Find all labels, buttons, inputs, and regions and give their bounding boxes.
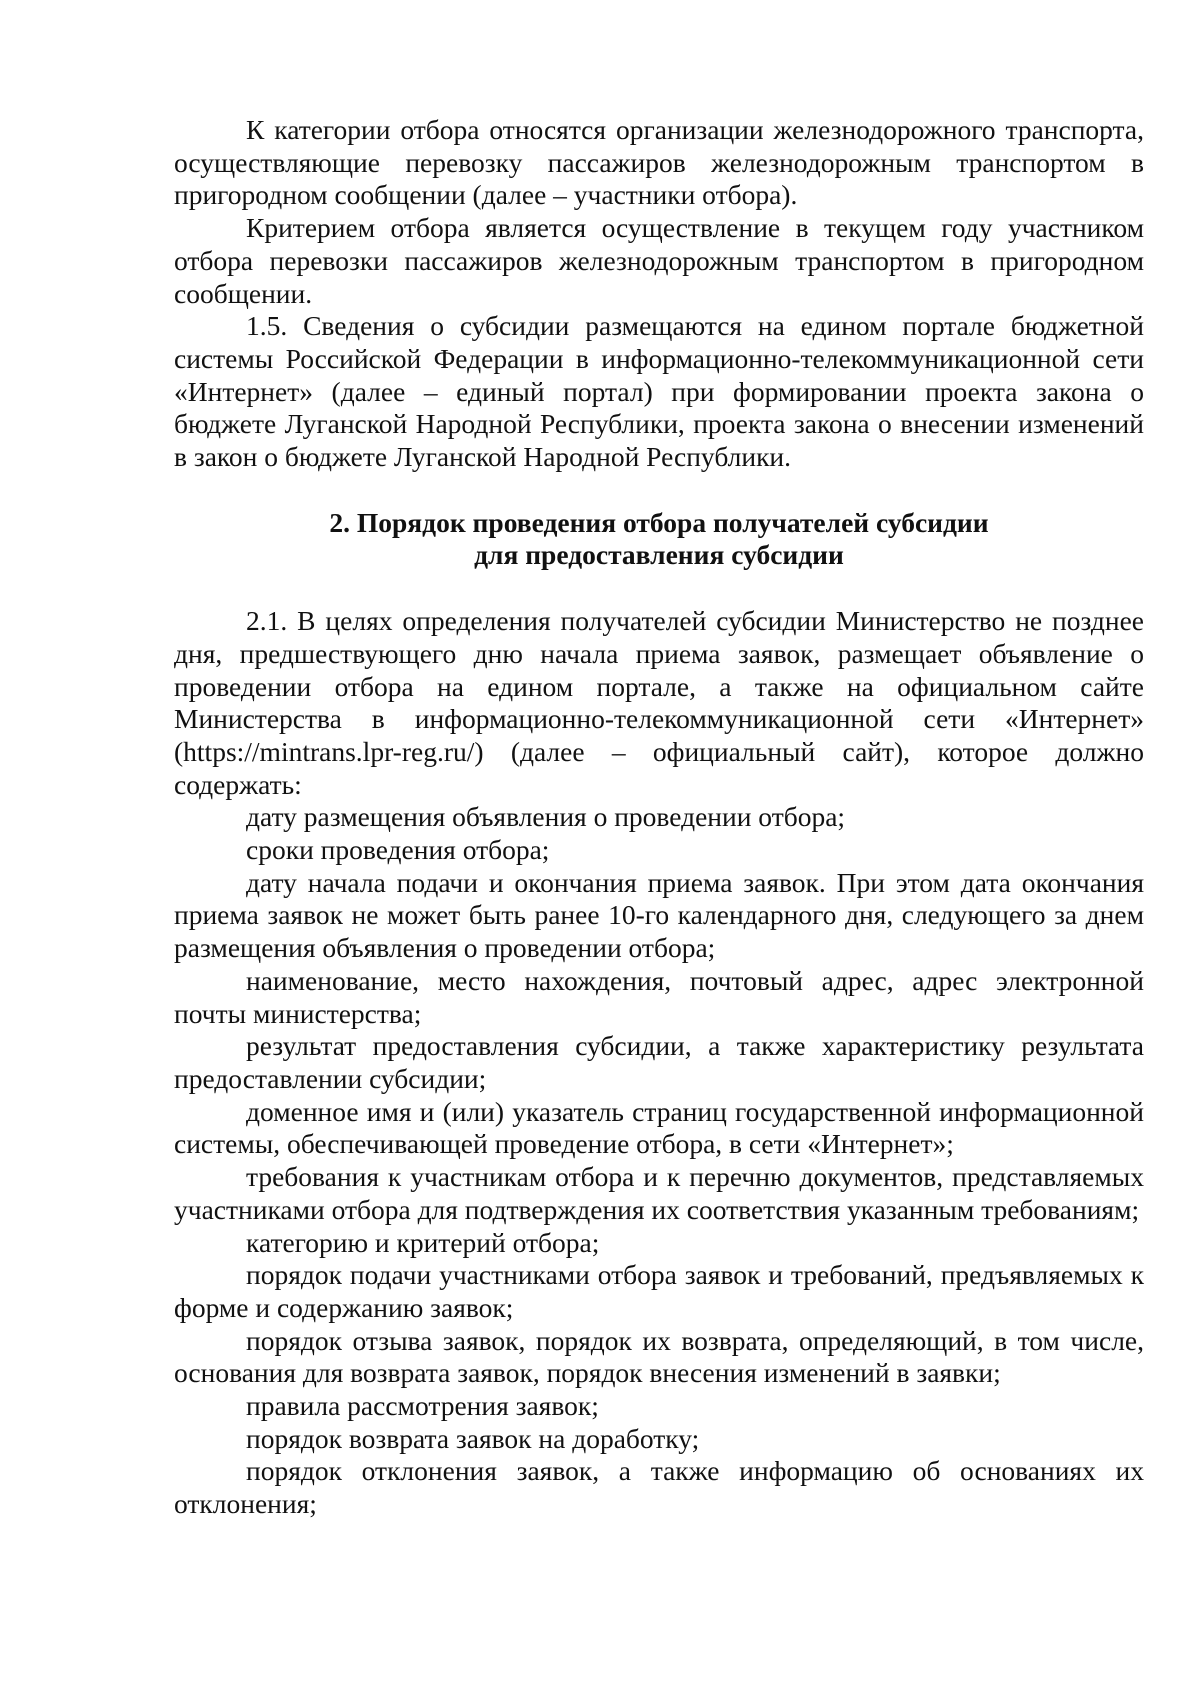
list-item-selection-terms: сроки проведения отбора; [246,834,550,866]
paragraph-2-1-announcement: 2.1. В целях определения получателей субсидии Министерство не позднее дня, предшествующего дню начала приема заявок, размещает объявление о проведении отбора на едином портале, а также на официальном сайте Министерства в информационно-телекоммуникационной сети «Интернет» (https://mintrans.lpr-reg.ru/) (далее – официальный сайт), которое должно содержать: [174,605,1144,800]
list-item-review-rules: правила рассмотрения заявок; [246,1390,599,1422]
list-item-domain-name: доменное имя и (или) указатель страниц государственной информационной системы, обеспечивающей проведение отбора, в сети «Интернет»; [174,1095,1144,1160]
section-2-heading-line-2: для предоставления субсидии [474,539,844,571]
list-item-rejection-procedure: порядок отклонения заявок, а также информацию об основаниях их отклонения; [174,1455,1144,1520]
document-page [174,114,1144,1521]
paragraph-selection-criterion: Критерием отбора является осуществление в текущем году участником отбора перевозки пассажиров железнодорожным транспортом в пригородном сообщении. [174,212,1144,309]
section-2-heading-line-1: 2. Порядок проведения отбора получателей субсидии [329,506,989,538]
list-item-category-criterion: категорию и критерий отбора; [246,1226,600,1258]
list-item-publication-date: дату размещения объявления о проведении отбора; [246,801,846,833]
list-item-return-for-revision: порядок возврата заявок на доработку; [246,1422,700,1454]
list-item-submission-procedure: порядок подачи участниками отбора заявок и требований, предъявляемых к форме и содержанию заявок; [174,1259,1144,1323]
paragraph-1-5-subsidy-info: 1.5. Сведения о субсидии размещаются на едином портале бюджетной системы Российской Федерации в информационно-телекоммуникационной сети «Интернет» (далее – единый портал) при формировании проекта закона о бюджете Луганской Народной Республики, проекта закона о внесении изменений в закон о бюджете Луганской Народной Республики. [174,310,1144,473]
paragraph-selection-category: К категории отбора относятся организации железнодорожного транспорта, осуществляющие перевозку пассажиров железнодорожным транспортом в пригородном сообщении (далее – участники отбора). [174,114,1144,211]
section-2-heading [174,507,1144,572]
list-item-application-dates: дату начала подачи и окончания приема заявок. При этом дата окончания приема заявок не может быть ранее 10-го календарного дня, следующего за днем размещения объявления о проведении отбора; [174,866,1144,964]
list-item-withdrawal-procedure: порядок отзыва заявок, порядок их возврата, определяющий, в том числе, основания для возврата заявок, порядок внесения изменений в заявки; [174,1324,1144,1389]
list-item-ministry-contacts: наименование, место нахождения, почтовый адрес, адрес электронной почты министерства; [174,964,1144,1029]
list-item-subsidy-result: результат предоставления субсидии, а также характеристику результата предоставлении субсидии; [174,1030,1144,1094]
list-item-participant-requirements: требования к участникам отбора и к перечню документов, представляемых участниками отбора для подтверждения их соответствия указанным требованиям; [174,1161,1144,1225]
